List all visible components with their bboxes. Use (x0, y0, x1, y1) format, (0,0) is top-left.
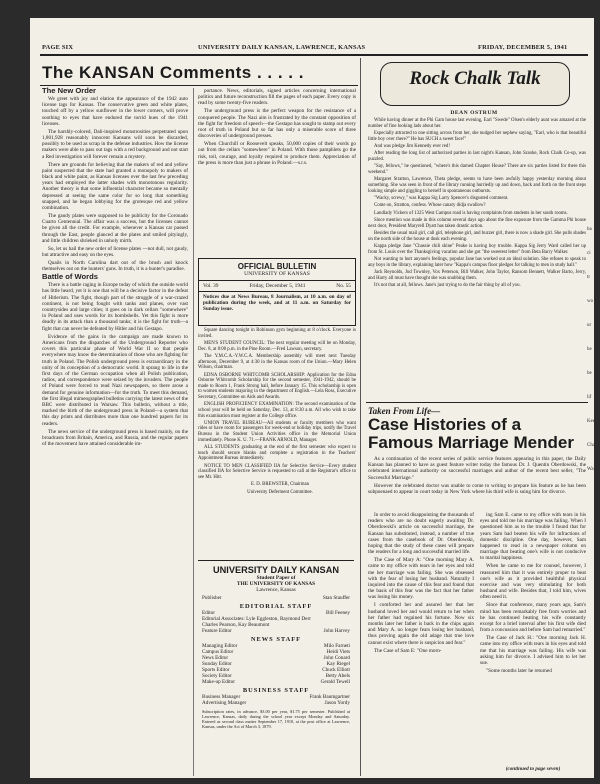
paragraph: The gaudy plates were supposed to be publicity for the Coronado Cuarto Centennial. The affair was a success, but the licenses cannot be given all the credit. For example, whenever a Kansas car passed through the East, people glanced at the plates and smiled pityingly, and little children shrieked in unholy mirth. (42, 213, 188, 244)
staff-role: News Editor (202, 655, 229, 661)
bulletin-notice: Notices due at News Bureau, 8 Journalism, at 10 a.m. on day of publication during the week, and at 11 a.m. on Saturday for Sunday issue. (203, 294, 351, 312)
section-divider (360, 58, 361, 776)
masthead-line1: Student Paper of (256, 575, 296, 581)
bulletin-item: MEN'S STUDENT COUNCIL: The next regular meeting will be on Monday, Dec. 8, at 8:00 p.m. in the Pine Room.—Fred Lawson, secretary. (198, 340, 356, 352)
paragraph: ing Sam E. came to my office with tears in his eyes and told me his marriage was failing. When I questioned him as to the trouble I found that for years Sam had beaten his wife for infractions of domestic discipline. One day, however, Sam happened to read in a newspaper column on marriage that beating one's wife is not conducive to marital happiness. (480, 512, 586, 562)
edge-fragment: Kee (587, 419, 596, 424)
paragraph: The Case of Jack H.: "One morning Jack H. came into my office with tears in his eyes and told me that his marriage was failing. His wife was asking him for divorce. I advised him to let her sue. (480, 635, 586, 667)
staff-name: Jason Yordy (324, 700, 350, 706)
page-date: FRIDAY, DECEMBER 5, 1941 (478, 44, 568, 51)
paragraph: When Churchill or Roosevelt speaks, 50,000 copies of their words go out from the cellars "somewhere" in Poland. With those pamphlets go the risk, toil, courage, and loyalty required to produce them. Appreciation of the press is more than just a phrase in Poland.—s.r.s. (198, 141, 356, 166)
case-left-column (368, 512, 474, 776)
case-intro (368, 456, 586, 510)
paragraph: The Case of Sam E: "One morn- (374, 647, 442, 654)
business-staff-heading: BUSINESS STAFF (242, 687, 310, 694)
business-staff-list (198, 694, 354, 706)
staff-role: Managing Editor (202, 643, 238, 649)
paragraph: And was pledge Jim Kennedy ever red! (374, 143, 450, 149)
bulletin-subtitle: UNIVERSITY OF KANSAS (244, 271, 310, 277)
paragraph: After reading the long list of authorized parties in last night's Kansan, John Szoske, Rock Chalk Co-op, was puzzled. (368, 151, 586, 162)
staff-name: Chuck Elliott (322, 667, 350, 673)
paragraph: So, let us hail the new order of license plates —not dull, not gaudy, but attractive and easy on the eyes. (42, 245, 188, 259)
edge-fragment: Wa (587, 467, 594, 472)
header-rule (40, 54, 588, 56)
staff-role: Charles Pearson, Kay Beaumont (202, 622, 270, 628)
bulletin-no: No. 55 (336, 283, 351, 289)
paragraph: Not wanting to hurt anyone's feelings, popular Jane has worked out an ideal solution. She refuses to speak to any boys in the library, explaining later how "Kappa's campus floor pledges for talking to men in study hall." (368, 257, 586, 268)
bulletin-vol: Vol. 39 (203, 283, 219, 289)
new-order-heading: The New Order (42, 86, 97, 95)
bulletin-signature: E. D. BREWSTER, Chairman (250, 482, 310, 488)
case-right-column (480, 512, 586, 766)
edge-fragment: ci (587, 251, 591, 256)
paragraph: It's not that at all, fellows. Jane's just trying to do the fair thing by all of you. (374, 283, 521, 288)
bulletin-item: NOTICE TO MEN CLASSIFIED IIA for Selective Service—Every student classified IIA for Selective Service is requested to call at the Registrar's office to see Mr. Hitt. (198, 463, 356, 480)
bulletin-items (198, 328, 356, 558)
official-bulletin-box (198, 258, 356, 326)
paragraph: "Say, fellows," he questioned, "where's this darned Chapter House? There are six parties listed for there this weekend." (368, 164, 586, 175)
staff-role: Editor (202, 610, 215, 616)
staff-role: Business Manager (202, 694, 241, 700)
rock-chalk-banner (380, 62, 570, 106)
masthead-line3: Lawrence, Kansas (256, 587, 296, 593)
paper-title: UNIVERSITY DAILY KANSAN, LAWRENCE, KANSAS (198, 44, 366, 51)
paragraph: Margaret Stratton, Lawrence, Theta pledge, seems to have been awfully happy yesterday morning about something. She was seen in front of the library running hurriedly up and down, back and forth on the front steps looking simple and giggling to herself in spontaneous outbursts. (368, 177, 586, 194)
edge-fragment: ba (587, 227, 592, 232)
staff-name: John Conard (323, 655, 350, 661)
paragraph: There are grounds for believing that the makers of red and yellow paint suspected that the state had granted a monopoly to makers of black and white paint, as Kansas licenses over the last few preceding years had employed the latter shades with monotonous regularity. Another theory is that some influential character became so mentally depressed at seeing the same color for so long that something snapped, and he began lobbying for the grotesque red and yellow combination. (42, 161, 188, 212)
comments-title: The KANSAN Comments . . . . . (42, 63, 304, 82)
continued-note: (continued to page seven) (505, 766, 561, 772)
bulletin-volume-line (199, 280, 355, 292)
masthead-line2: THE UNIVERSITY OF KANSAS (236, 581, 316, 587)
staff-role: Campus Editor (202, 649, 234, 655)
editorial-staff-list (198, 610, 354, 634)
staff-role: Sunday Editor (202, 661, 232, 667)
paragraph: The harshly-colored, Dali-inspired monstrosities perpetrated upon 1,801,928 reasonably innocent Kansans will soon be discarded, possibly to be used as scrap in the defense industries. How the license makers were able to pass out tags with a red background and not start a Red investigation will forever remain a mystery. (42, 128, 188, 160)
edge-fragment: lif (587, 395, 592, 400)
masthead-fine-print: Subscription rates, in advance, $3.00 per year, $1.75 per semester. Published at Lawrence, Kansas, daily during the school year except Monday and Saturday. Entered as second class matter September 17, 1910, at the post office at Lawrence, Kansas, under the Act of March 3, 1879. (202, 709, 350, 729)
staff-row (202, 628, 350, 634)
bulletin-item: The Y.M.C.A.-Y.W.C.A. Membership assembly will meet next Tuesday afternoon, December 9, at 4:30 in the Kansas room of the Union.—Mary Helen Wilson, chairman. (198, 353, 356, 371)
bulletin-item: ENGLISH PROFICIENCY EXAMINATION: The second examination of the school year will be held on Saturday, Dec. 13, at 8:30 a.m. All who wish to take this examination must register at the College office. (198, 402, 356, 419)
paragraph: Quails in North Carolina dart out of the brush and knock themselves out on the hunters' guns. In truth, it is a hunter's paradise. (42, 260, 188, 273)
paragraph: Especially attracted to one sitting across from her, she nudged her nephew saying, "Earl, who is that beautiful little boy over there?" He has SUCH a sweet face!" (368, 130, 586, 142)
staff-role: Sports Editor (202, 667, 230, 673)
paragraph: The underground press is the perfect weapon for the resistance of a conquered people. The Nazi aim is frustrated by the constant opposition of the fight for freedom of speech—the Gestapo has sought to stamp out every root of truth in Poland but so far has only a miserable score of three discoveries of underground presses. (198, 108, 356, 140)
edge-fragment: wo (587, 299, 594, 304)
paragraph: There is a battle raging in Europe today of which the outside world has little heard, yet it is one that will be a decisive factor in the defeat of Hitlerism. The fight, though part of the struggle of a war-crazed continent, is not being fought with tanks and planes, over vast countrysides and large cities; it goes on in dark cellars "somewhere" in Poland and uses words for its bombshells. Yet this fight is more deadly in its attack than a thousand tanks; it is the fight for truth—a fight that can never be defeated by Hitler and his Gestapo. (42, 282, 188, 332)
bulletin-item: Square dancing tonight in Robinson gym beginning at 8 o'clock. Everyone is invited. (198, 328, 356, 339)
staff-name: Bill Feeney (325, 610, 350, 616)
paragraph: Besides the usual mail girl, call girl, telephone girl, and buzzer girl, there is now a shade girl. She pulls shades on the north side of the house at dusk each evening. (368, 231, 586, 242)
bulletin-item: ALL STUDENTS graduating at the end of the first semester who expect to teach should secure blanks and complete a registration in the Teachers' Appointment Bureau immediately. (198, 445, 356, 462)
page-label: PAGE SIX (42, 44, 74, 51)
news-staff-heading: NEWS STAFF (250, 636, 302, 643)
paragraph: Evidence of the gains in the campaign are made known to Americans from the dispatches of the Underground Reporter who covers this particular phase of World War II so that people everywhere may know the determination of those who are fighting for truth in Poland. The Polish underground press is extraordinary in the unity of its conception of a democratic world. It sprang to life in the first days of the German occupation when all Polish publication, radios, and correspondence were seized by the invaders. The people of Poland were forced to read Nazi newspapers, so there arose a demand for genuine information—for the truth. To meet this demand, the first illegal mimeographed bulletins carrying the latest news of the BBC were distributed in Warsaw. This bulletin, without a title, marked the birth of the underground press in Poland—a system that this day prints and distributes more than one hundred papers for its readers. (42, 333, 188, 427)
bulletin-title: OFFICIAL BULLETIN (237, 262, 317, 271)
staff-name: John Harvey (323, 628, 350, 634)
battle-heading: Battle of Words (42, 272, 98, 282)
paragraph: Jack Reynolds, Jud Townley, Vox Peterson, Bill Walker, John Taylor, Ransom Bennett, Walker Barto, Jerry, and Harry all must have thought she was snubbing them. (368, 270, 586, 281)
staff-role: Feature Editor (202, 628, 232, 634)
staff-name: Stan Stauffer (322, 595, 350, 601)
rock-chalk-title: Rock Chalk Talk (409, 68, 541, 89)
paragraph: We greet with joy and elation the appearance of the 1942 auto license tags for Kansas. The conservative green and white plates, touched off by a yellow sunflower in the lower corners, will prove soothing to eyes that have endured the torrid hues of the 1941 licenses. (42, 96, 188, 127)
staff-role: Editorial Associates: Lyle Eggleston, Raymond Derr (202, 616, 311, 622)
column-1 (42, 88, 188, 776)
edge-fragment: Cha (587, 443, 596, 448)
staff-name: Milo Farneti (323, 643, 350, 649)
paragraph: In order to avoid disappointing the thousands of readers who are no doubt eagerly awaiting Dr. Oberdowski's article on successful marriage, the Kansan has substituted, instead, a number of true cases from the casebook of Dr. Oberdowski, hoping that the study of these cases will prepare the readers for a long and successful married life. (368, 512, 474, 556)
edge-fragment: ur (587, 323, 592, 328)
paragraph: The Case of Mary A: "One morning Mary A. came to my office with tears in her eyes and told me her marriage was failing. She was obsessed with the fear of losing her husband. Naturally I inquired into the cause of this fear and found that the basis of this fear was the fact that her father was losing his money. (368, 557, 474, 601)
paragraph: The news service of the underground press is based mainly, on the broadcasts from Britain, America, and Russia, and the regular papers of the movement have attained considerable im- (42, 428, 188, 447)
paragraph: portance. News, editorials, signed articles concerning international politics and future reconstruction fill the pages of each paper. Every copy is read by some twenty-five readers. (198, 88, 356, 107)
news-staff-list (198, 643, 354, 685)
paragraph: Landlady Vickers of 1325 West Campus road is having complaints from students in her south rooms. (374, 210, 568, 216)
edge-fragments (587, 218, 594, 482)
masthead (198, 560, 354, 777)
bulletin-date: Friday, December 5, 1941 (249, 283, 306, 289)
staff-name: Betty Abels (325, 673, 350, 679)
staff-role: Make-up Editor (202, 679, 235, 685)
paragraph: "Some months later he returned (486, 668, 552, 675)
edge-fragment: he (587, 347, 592, 352)
paragraph: "Wacky, screwy," was Kappa Sig Larry Spencer's disgusted comment. (374, 195, 509, 201)
paragraph: While having dinner at the Phi Gam house last evening, Earl "Swede" Olsen's elderly aunt was amazed at the number of fine looking lads about her. (368, 118, 586, 129)
paragraph: Kappa pledge Jane "Chassie chili shine" Peake is having boy trouble. Kappa Sig Jerry Ward called her up from St. Louis over the Thanksgiving vacation and she got "the sweetest letter" from Beta Barry Walker. (368, 244, 586, 255)
column-2-top (198, 88, 356, 254)
staff-role: Publisher (202, 595, 222, 601)
staff-row (202, 595, 350, 601)
bulletin-item: EDNA OSBORNE WHITCOMB SCHOLARSHIP: Application for the Edna Osborne Whitcomb Scholarship for the second semester, 1941-1942, should be made to Room 1, Frank Strong hall, before January 15. This scholarship is open to women students majoring in the department of English.—Lela Ross, Executive Secretary, Committee on Aids and Awards. (198, 372, 356, 400)
edge-fragment: tr (587, 275, 591, 280)
column-divider (193, 88, 194, 776)
paragraph: I comforted her and assured her that her husband loved her and would return to her when her father had regained his fortune. Now six months later her father is back in the chips again and Mary A. no longer fears losing her husband, thus proving again the old adage that true love cannot exist where there is suspicion and fear." (368, 602, 474, 646)
edge-fragment: be (587, 371, 592, 376)
paragraph: When he came to me for counsel, however, I reassured him that it was entirely proper to beat one's wife as it provided healthful physical exercise and was very stimulating for both husband and wife. Besides that, I told him, wives often need it. (480, 563, 586, 601)
staff-name: Gerald Tewell (320, 679, 350, 685)
section-rule (366, 402, 588, 403)
rock-chalk-byline: DEAN OSTRUM (450, 110, 498, 116)
masthead-publisher (198, 593, 354, 601)
case-title-1: Case Histories of a (368, 415, 522, 434)
paragraph: Since mention was made in this column several days ago about the fine exposure from the Gamma Phi house next door, President Maryrell Dyatt has taken drastic action. (368, 218, 586, 229)
staff-name: Heidi Viets (326, 649, 350, 655)
staff-name: Frank Baumgartner (309, 694, 350, 700)
staff-row (202, 679, 350, 685)
paragraph: As a continuation of the recent series of public service features appearing in this paper, the Daily Kansan has planned to have as guest feature writer today the famous Dr. J. Quentin Oberdowski, the celebrated international authority on successful marriages and author of the recent best seller, "The Successful Marriage." (368, 456, 586, 481)
paragraph: However the celebrated doctor was unable to come to writing to prepare his feature as he has been subpoenaed to appear in court today in New York where his third wife is suing him for divorce. (368, 482, 586, 495)
case-title-2: Famous Marriage Mender (368, 433, 574, 452)
paragraph: Come on, Stratton, confess. Whose canary didja swallow? (374, 203, 486, 209)
rock-chalk-body (368, 118, 586, 400)
editorial-staff-heading: EDITORIAL STAFF (239, 603, 313, 610)
masthead-title: UNIVERSITY DAILY KANSAN (213, 565, 339, 575)
case-kicker: Taken From Life— (368, 406, 441, 416)
bulletin-committee: University Deferment Committee. (247, 489, 313, 495)
paragraph: Since that conference, many years ago, Sam's mind has been remarkably free from worries and he has continued beating his wife constantly except for a brief interval after his first wife died from a concussion and before Sam had remarried." (480, 602, 586, 634)
staff-role: Advertising Manager (202, 700, 247, 706)
staff-role: Society Editor (202, 673, 232, 679)
bulletin-item: UNION TRAVEL BUREAU—All students or faculty members who want rides or have room for passengers for week-end or holiday trips, notify the Travel Bureau in the Student Union Activities office in the Memorial Union immediately. Phone K. U. 71.—FRANK ARNOLD, Manager. (198, 420, 356, 443)
newspaper-page (30, 18, 594, 778)
staff-name: Kay Riegel (326, 661, 350, 667)
